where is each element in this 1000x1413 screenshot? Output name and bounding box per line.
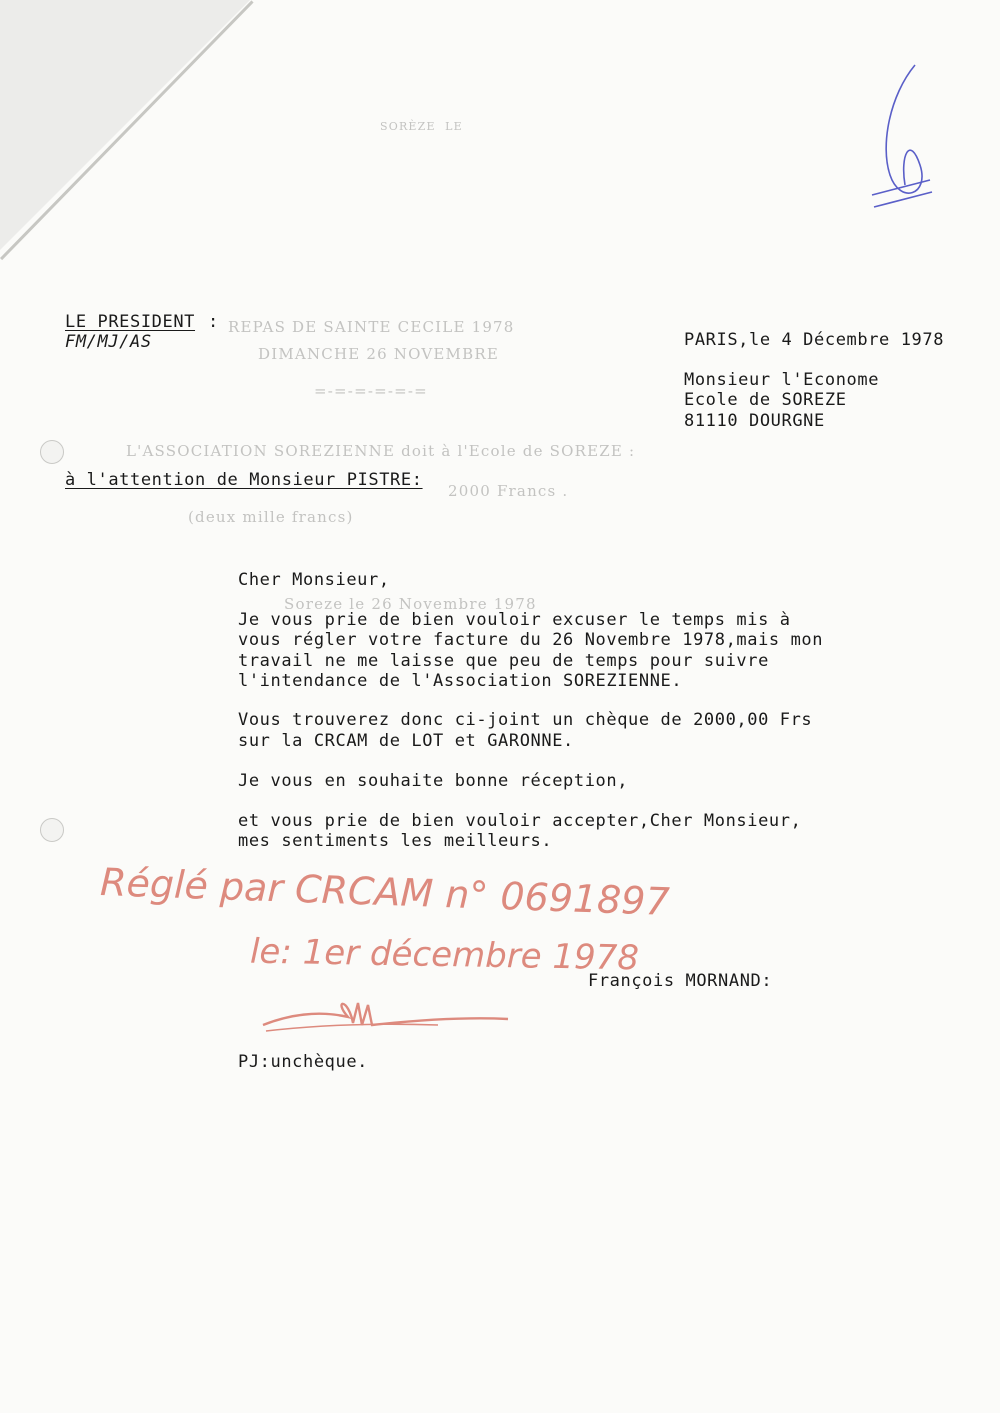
place-date: PARIS,le 4 Décembre 1978 xyxy=(684,330,945,350)
body-line: l'intendance de l'Association SOREZIENNE. xyxy=(238,671,683,691)
bleed-through-fragment: SORÈZE LE xyxy=(380,120,463,133)
body-line: et vous prie de bien vouloir accepter,Cher Monsieur, xyxy=(238,811,802,831)
handwritten-note-line: Réglé par CRCAM n° 0691897 xyxy=(99,860,671,924)
reference: FM/MJ/AS xyxy=(65,332,152,352)
body-line: mes sentiments les meilleurs. xyxy=(238,831,553,851)
recipient-line: 81110 DOURGNE xyxy=(684,411,825,431)
attention-line: à l'attention de Monsieur PISTRE: xyxy=(65,470,423,490)
bleed-through-line: Soreze le 26 Novembre 1978 xyxy=(284,595,537,613)
enclosure-note: PJ:unchèque. xyxy=(238,1052,369,1072)
handwritten-initials xyxy=(258,995,518,1045)
handwritten-note-line: le: 1er décembre 1978 xyxy=(249,931,640,979)
bleed-through-line: (deux mille francs) xyxy=(188,508,354,526)
blue-ink-mark xyxy=(860,55,940,225)
punch-hole xyxy=(40,440,64,464)
bleed-through-dashes: =-=-=-=-=-= xyxy=(314,382,428,400)
bleed-through-line: 2000 Francs . xyxy=(448,482,569,500)
president-title: LE PRESIDENT xyxy=(65,312,196,332)
body-line: travail ne me laisse que peu de temps pour suivre xyxy=(238,651,769,671)
body-line: sur la CRCAM de LOT et GARONNE. xyxy=(238,731,574,751)
bleed-through-line: DIMANCHE 26 NOVEMBRE xyxy=(258,345,499,363)
president-title-colon: : xyxy=(208,312,219,332)
body-line: vous régler votre facture du 26 Novembre 1978,mais mon xyxy=(238,630,824,650)
body-line: Je vous prie de bien vouloir excuser le temps mis à xyxy=(238,610,791,630)
body-line: Vous trouverez donc ci-joint un chèque de 2000,00 Frs xyxy=(238,710,813,730)
body-line: Je vous en souhaite bonne réception, xyxy=(238,771,629,791)
signature-name: François MORNAND: xyxy=(588,971,773,991)
punch-hole xyxy=(40,818,64,842)
recipient-line: Monsieur l'Econome xyxy=(684,370,880,390)
salutation: Cher Monsieur, xyxy=(238,570,390,590)
bleed-through-line: REPAS DE SAINTE CECILE 1978 xyxy=(228,318,515,336)
recipient-line: Ecole de SOREZE xyxy=(684,390,847,410)
folded-corner xyxy=(0,0,250,250)
bleed-through-line: L'ASSOCIATION SOREZIENNE doit à l'Ecole de SOREZE : xyxy=(126,442,636,460)
